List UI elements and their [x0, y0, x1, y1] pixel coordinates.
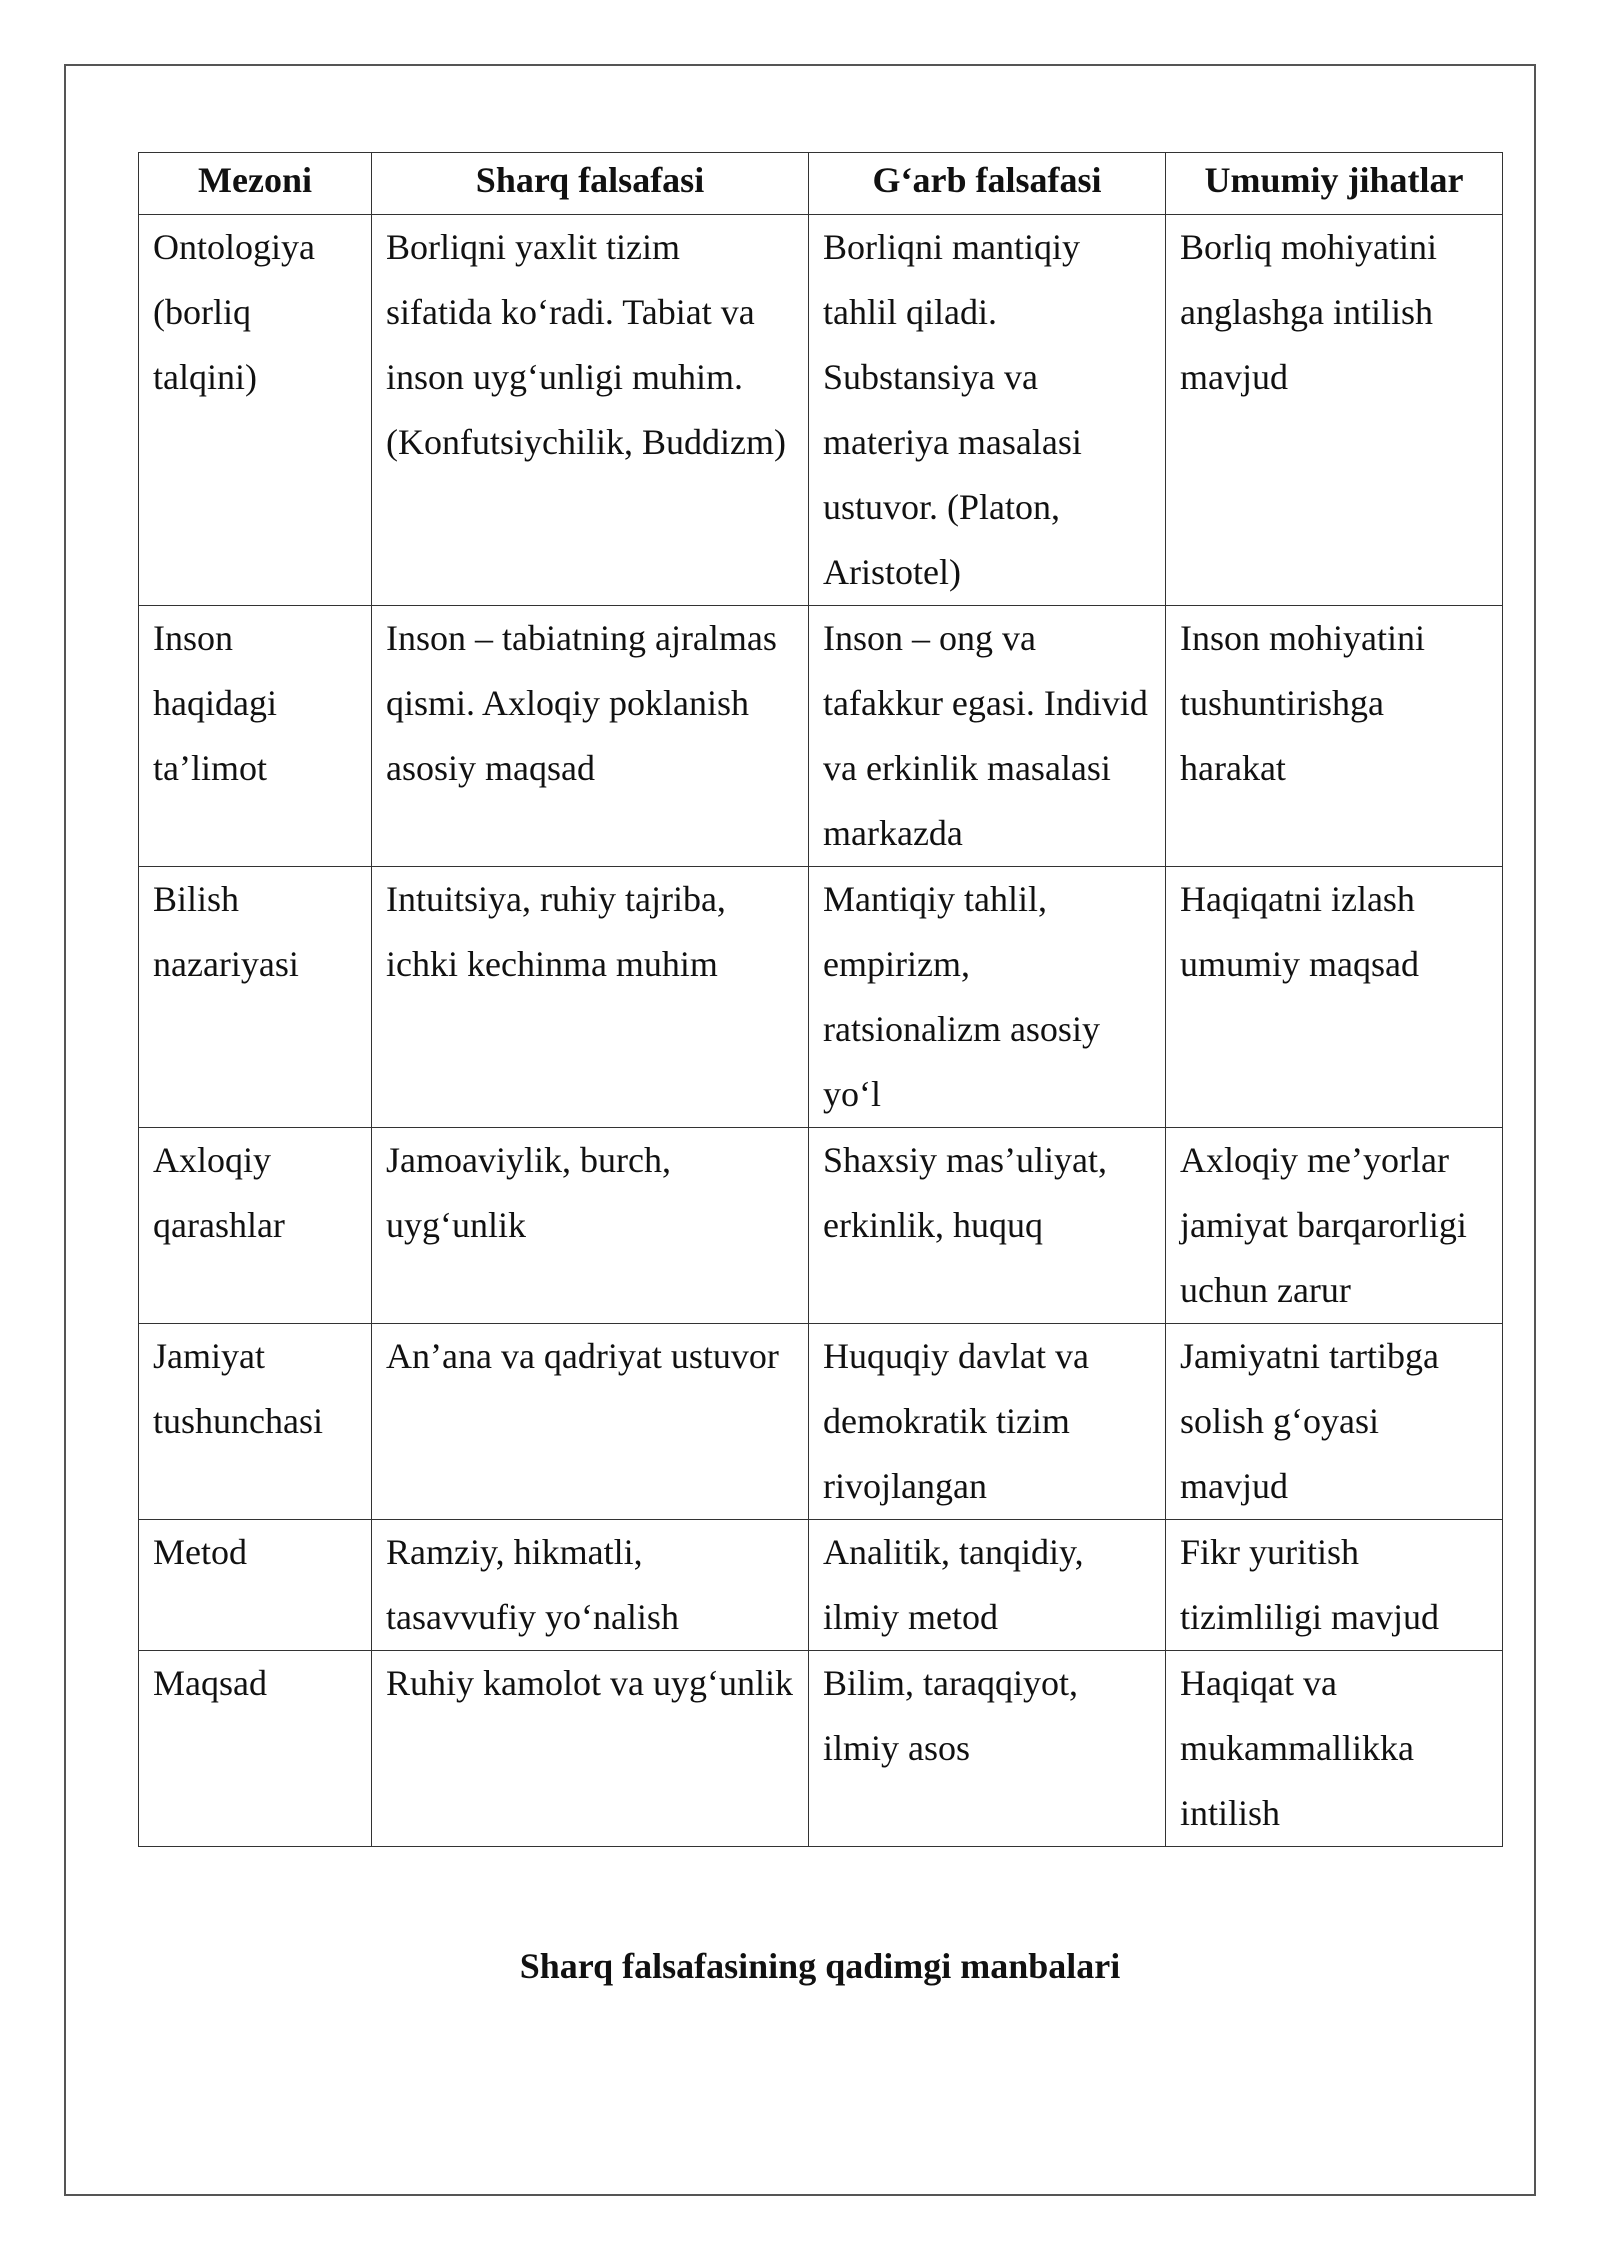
- table-row: [139, 1520, 1503, 1651]
- cell-criterion: Metod: [139, 1520, 372, 1651]
- cell-criterion: Inson haqidagi ta’limot: [139, 606, 372, 867]
- cell-west: Shaxsiy mas’uliyat, erkinlik, huquq: [809, 1128, 1166, 1324]
- table-row: [139, 1324, 1503, 1520]
- header-west: G‘arb falsafasi: [809, 153, 1166, 215]
- table-row: [139, 867, 1503, 1128]
- table-row: [139, 1651, 1503, 1847]
- cell-east: Inson – tabiatning ajralmas qismi. Axloqiy poklanish asosiy maqsad: [372, 606, 809, 867]
- cell-west: Mantiqiy tahlil, empirizm, ratsionalizm asosiy yo‘l: [809, 867, 1166, 1128]
- cell-east: Borliqni yaxlit tizim sifatida ko‘radi. Tabiat va inson uyg‘unligi muhim. (Konfutsiychilik, Buddizm): [372, 215, 809, 606]
- table-row: [139, 606, 1503, 867]
- cell-common: Jamiyatni tartibga solish g‘oyasi mavjud: [1166, 1324, 1503, 1520]
- cell-east: Ruhiy kamolot va uyg‘unlik: [372, 1651, 809, 1847]
- cell-criterion: Bilish nazariyasi: [139, 867, 372, 1128]
- cell-criterion: Axloqiy qarashlar: [139, 1128, 372, 1324]
- table-header-row: [139, 153, 1503, 215]
- table-row: [139, 1128, 1503, 1324]
- cell-criterion: Maqsad: [139, 1651, 372, 1847]
- cell-east: Intuitsiya, ruhiy tajriba, ichki kechinma muhim: [372, 867, 809, 1128]
- header-criterion: Mezoni: [139, 153, 372, 215]
- cell-west: Borliqni mantiqiy tahlil qiladi. Substansiya va materiya masalasi ustuvor. (Platon, Aristotel): [809, 215, 1166, 606]
- cell-east: Jamoaviylik, burch, uyg‘unlik: [372, 1128, 809, 1324]
- header-common: Umumiy jihatlar: [1166, 153, 1503, 215]
- section-heading: Sharq falsafasining qadimgi manbalari: [519, 1946, 1121, 1986]
- cell-east: An’ana va qadriyat ustuvor: [372, 1324, 809, 1520]
- cell-common: Borliq mohiyatini anglashga intilish mavjud: [1166, 215, 1503, 606]
- cell-common: Axloqiy me’yorlar jamiyat barqarorligi uchun zarur: [1166, 1128, 1503, 1324]
- cell-west: Analitik, tanqidiy, ilmiy metod: [809, 1520, 1166, 1651]
- cell-west: Bilim, taraqqiyot, ilmiy asos: [809, 1651, 1166, 1847]
- cell-common: Haqiqatni izlash umumiy maqsad: [1166, 867, 1503, 1128]
- cell-criterion: Jamiyat tushunchasi: [139, 1324, 372, 1520]
- table-row: [139, 215, 1503, 606]
- cell-east: Ramziy, hikmatli, tasavvufiy yo‘nalish: [372, 1520, 809, 1651]
- cell-common: Fikr yuritish tizimliligi mavjud: [1166, 1520, 1503, 1651]
- header-east: Sharq falsafasi: [372, 153, 809, 215]
- cell-criterion: Ontologiya (borliq talqini): [139, 215, 372, 606]
- comparison-table: [138, 152, 1503, 1847]
- cell-common: Haqiqat va mukammallikka intilish: [1166, 1651, 1503, 1847]
- cell-west: Inson – ong va tafakkur egasi. Individ va erkinlik masalasi markazda: [809, 606, 1166, 867]
- cell-common: Inson mohiyatini tushuntirishga harakat: [1166, 606, 1503, 867]
- cell-west: Huquqiy davlat va demokratik tizim rivojlangan: [809, 1324, 1166, 1520]
